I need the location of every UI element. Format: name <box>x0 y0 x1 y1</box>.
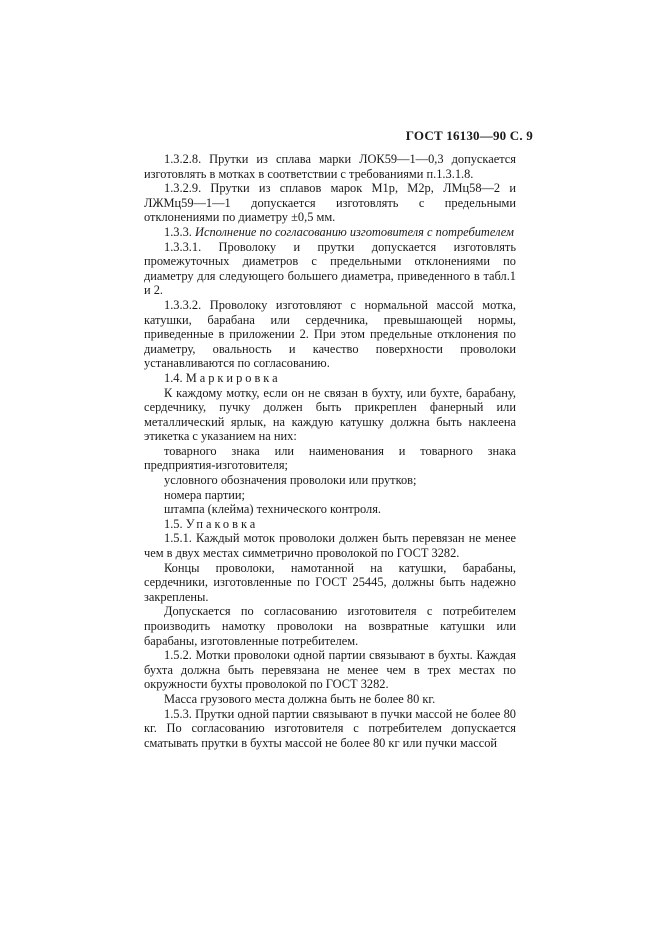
paragraph-1-5-3: 1.5.3. Прутки одной партии связывают в пучки массой не более 80 кг. По согласованию изготовителя с потребителем допускается сматывать прутки в бухты массой не более 80 кг или пучки массой <box>144 706 516 750</box>
marking-list-item: штампа (клейма) технического контроля. <box>164 502 382 517</box>
paragraph-1-5-2: 1.5.2. Мотки проволоки одной партии связывают в бухты. Каждая бухта должна быть перевязана не менее чем в трех местах по окружности бухты проволокой по ГОСТ 3282. <box>144 648 516 692</box>
page-header: ГОСТ 16130—90 С. 9 <box>405 128 533 143</box>
paragraph-return-reels: Допускается по согласованию изготовителя с потребителем производить намотку проволоки на возвратные катушки или барабаны, изготовленные потребителем. <box>144 604 516 648</box>
section-heading-1-3-3 <box>144 225 516 240</box>
paragraph-1-5-1: 1.5.1. Каждый моток проволоки должен быть перевязан не менее чем в двух местах симметрично проволокой по ГОСТ 3282. <box>144 531 516 561</box>
marking-list-item: условного обозначения проволоки или прутков; <box>164 473 417 488</box>
marking-list-item: номера партии; <box>164 487 246 502</box>
paragraph-1-3-3-2: 1.3.3.2. Проволоку изготовляют с нормальной массой мотка, катушки, барабана или сердечника, превышающей нормы, приведенные в приложении 2. При этом предельные отклонения по диаметру, овальность и качество поверхности проволоки устанавливаются по согласованию. <box>144 297 516 371</box>
section-number: 1.4. <box>164 370 183 385</box>
section-heading-1-5 <box>144 517 516 532</box>
section-title: Маркировка <box>185 370 281 385</box>
paragraph-1-3-3-1: 1.3.3.1. Проволоку и прутки допускается изготовлять промежуточных диаметров с предельными отклонениями по диаметру для следующего большего диаметра, приведенного в табл.1 и 2. <box>144 239 516 298</box>
paragraph-1-3-2-8: 1.3.2.8. Прутки из сплава марки ЛОК59—1—0,3 допускается изготовлять в мотках в соответствии с требованиями п.1.3.1.8. <box>144 152 516 181</box>
section-title: Упаковка <box>185 516 259 531</box>
section-number: 1.5. <box>164 516 183 531</box>
paragraph-cargo-mass: Масса грузового места должна быть не более 80 кг. <box>164 691 436 706</box>
document-body <box>144 152 516 750</box>
paragraph-wire-ends: Концы проволоки, намотанной на катушки, барабаны, сердечники, изготовленные по ГОСТ 25445, должны быть надежно закреплены. <box>144 560 516 604</box>
section-heading-1-4 <box>144 371 516 386</box>
paragraph-1-3-2-9: 1.3.2.9. Прутки из сплавов марок М1р, М2р, ЛМц58—2 и ЛЖМц59—1—1 допускается изготовлять с предельными отклонениями по диаметру ±0,5 мм. <box>144 181 516 225</box>
section-number: 1.3.3. <box>164 224 192 239</box>
paragraph-marking-intro: К каждому мотку, если он не связан в бухту, или бухте, барабану, сердечнику, пучку должен быть прикреплен фанерный или металлический ярлык, на каждую катушку должна быть наклеена этикетка с указанием на них: <box>144 385 516 444</box>
section-title: Исполнение по согласованию изготовителя с потребителем <box>195 224 514 239</box>
marking-list-item: товарного знака или наименования и товарного знака предприятия-изготовителя; <box>144 443 516 473</box>
